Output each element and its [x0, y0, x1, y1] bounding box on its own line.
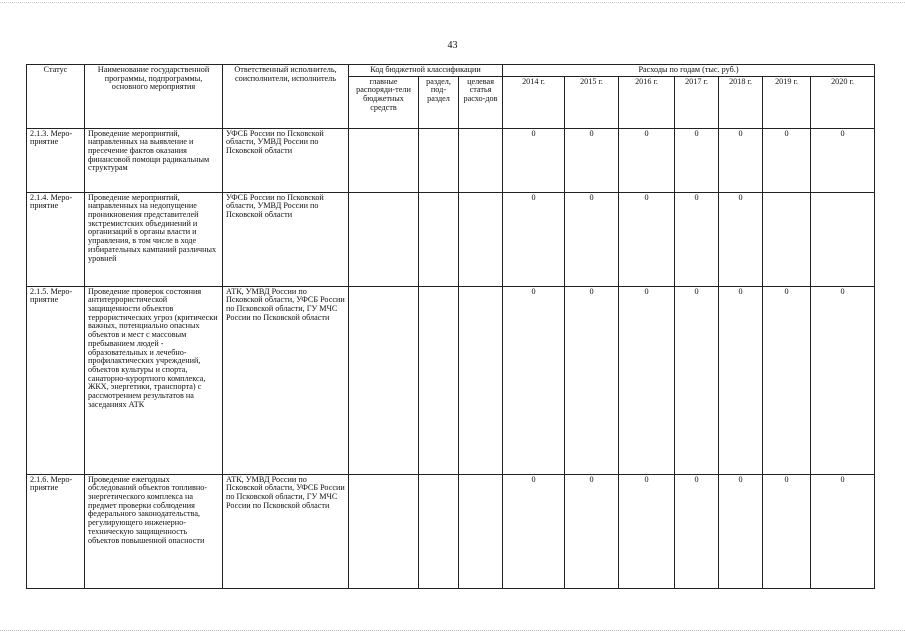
header-status: Статус [27, 65, 85, 129]
scan-edge-bottom [0, 630, 905, 632]
cell-value-2014: 0 [503, 128, 565, 192]
cell-value-2014: 0 [503, 192, 565, 286]
cell-value-2020: 0 [811, 128, 875, 192]
row-name: Проведение мероприятий, направленных на недопущение проникновения представителей экстремистских объединений и организаций в органы власти и управления, в том числе в ходе избирательных кампаний различных уровней [85, 192, 223, 286]
cell-section [419, 474, 459, 588]
cell-value-2020: 0 [811, 474, 875, 588]
row-status: 2.1.4. Меро-приятие [27, 192, 85, 286]
header-name: Наименование государственной программы, подпрограммы, основного мероприятия [85, 65, 223, 129]
header-year-2015: 2015 г. [565, 76, 619, 128]
header-year-2019: 2019 г. [763, 76, 811, 128]
header-year-2018: 2018 г. [719, 76, 763, 128]
cell-target [459, 286, 503, 474]
cell-value-2016: 0 [619, 128, 675, 192]
cell-main-manager [349, 128, 419, 192]
cell-target [459, 474, 503, 588]
cell-value-2017: 0 [675, 474, 719, 588]
cell-value-2014: 0 [503, 474, 565, 588]
cell-section [419, 286, 459, 474]
cell-target [459, 192, 503, 286]
cell-target [459, 128, 503, 192]
cell-value-2018: 0 [719, 192, 763, 286]
header-budget-code: Код бюджетной классификации [349, 65, 503, 77]
cell-value-2020 [811, 192, 875, 286]
header-year-2020: 2020 г. [811, 76, 875, 128]
cell-section [419, 128, 459, 192]
header-target: целевая статья расхо-дов [459, 76, 503, 128]
cell-value-2019: 0 [763, 128, 811, 192]
row-status: 2.1.6. Меро-приятие [27, 474, 85, 588]
row-responsible: АТК, УМВД России по Псковской области, УФСБ России по Псковской области, ГУ МЧС России по Псковской области [223, 474, 349, 588]
cell-value-2014: 0 [503, 286, 565, 474]
cell-main-manager [349, 474, 419, 588]
scan-edge-top [0, 2, 905, 4]
cell-value-2019: 0 [763, 286, 811, 474]
row-name: Проведение ежегодных обследований объектов топливно-энергетического комплекса на предмет проверки соблюдения федерального законодательства, регулирующего инженерно-техническую защищенность объектов повышенной опасности [85, 474, 223, 588]
row-responsible: УФСБ России по Псковской области, УМВД России по Псковской области [223, 128, 349, 192]
cell-section [419, 192, 459, 286]
header-main-manager: главные распоряди-тели бюджетных средств [349, 76, 419, 128]
cell-value-2019 [763, 192, 811, 286]
cell-main-manager [349, 286, 419, 474]
cell-value-2019: 0 [763, 474, 811, 588]
row-status: 2.1.3. Меро-приятие [27, 128, 85, 192]
cell-value-2016: 0 [619, 192, 675, 286]
table-row [27, 474, 875, 588]
row-responsible: УФСБ России по Псковской области, УМВД России по Псковской области [223, 192, 349, 286]
header-expenses: Расходы по годам (тыс. руб.) [503, 65, 875, 77]
page-number: 43 [447, 40, 458, 51]
cell-value-2017: 0 [675, 192, 719, 286]
cell-value-2020: 0 [811, 286, 875, 474]
cell-value-2015: 0 [565, 474, 619, 588]
cell-value-2016: 0 [619, 286, 675, 474]
row-name: Проведение мероприятий, направленных на выявление и пресечение фактов оказания финансовой помощи радикальным структурам [85, 128, 223, 192]
cell-value-2015: 0 [565, 286, 619, 474]
row-name: Проведение проверок состояния антитеррористической защищенности объектов террористических угроз (критически важных, потенциально опасных объектов и мест с массовым пребыванием людей - образовательных и лечебно-профилактических учреждений, объектов культуры и спорта, санаторно-курортного комплекса, ЖКХ, энергетики, транспорта) с рассмотрением результатов на заседаниях АТК [85, 286, 223, 474]
header-year-2016: 2016 г. [619, 76, 675, 128]
table-row [27, 192, 875, 286]
budget-table [26, 64, 875, 589]
cell-value-2018: 0 [719, 128, 763, 192]
cell-value-2018: 0 [719, 474, 763, 588]
cell-value-2015: 0 [565, 128, 619, 192]
header-section: раздел, под-раздел [419, 76, 459, 128]
cell-value-2015: 0 [565, 192, 619, 286]
cell-value-2018: 0 [719, 286, 763, 474]
table-row [27, 128, 875, 192]
row-responsible: АТК, УМВД России по Псковской области, УФСБ России по Псковской области, ГУ МЧС России по Псковской области [223, 286, 349, 474]
cell-value-2017: 0 [675, 128, 719, 192]
cell-main-manager [349, 192, 419, 286]
row-status: 2.1.5. Меро-приятие [27, 286, 85, 474]
header-year-2017: 2017 г. [675, 76, 719, 128]
cell-value-2016: 0 [619, 474, 675, 588]
cell-value-2017: 0 [675, 286, 719, 474]
header-responsible: Ответственный исполнитель, соисполнители, исполнитель [223, 65, 349, 129]
header-year-2014: 2014 г. [503, 76, 565, 128]
table-row [27, 286, 875, 474]
